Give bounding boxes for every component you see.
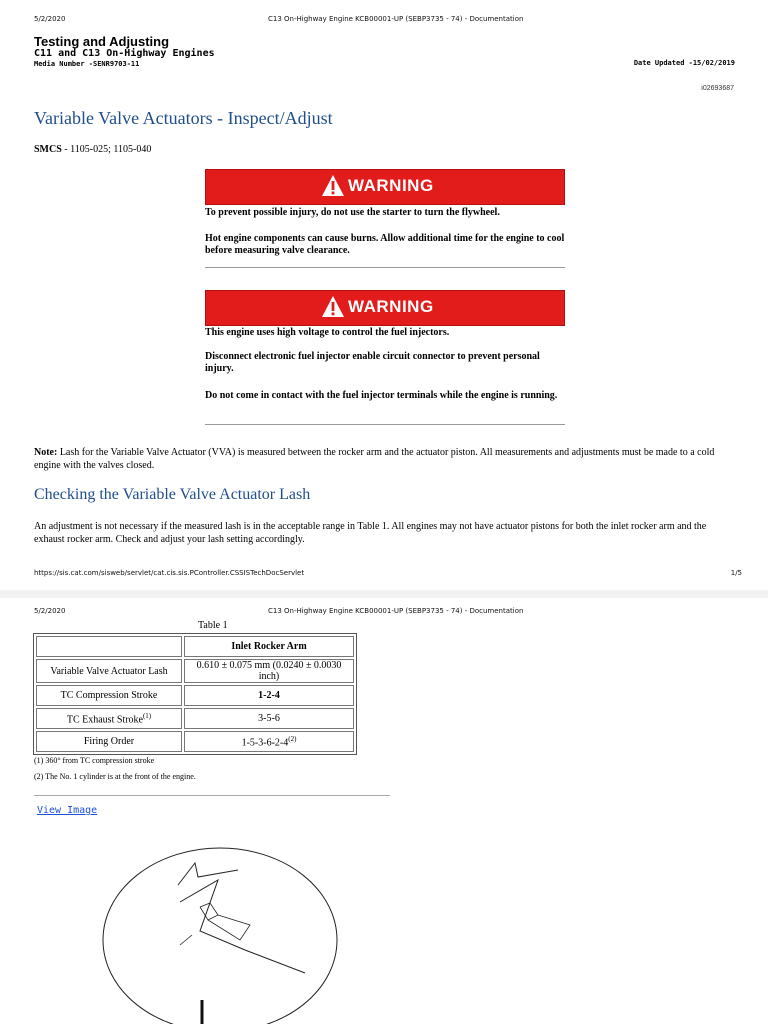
table-header-cell: Inlet Rocker Arm [184,636,354,657]
note-label: Note: [34,447,58,458]
footnote-ref: (2) [288,734,297,743]
footnote-mark: (1) [34,756,44,765]
footer-url: https://sis.cat.com/sisweb/servlet/cat.cis.sis.PController.CSSISTechDocServlet [34,569,305,577]
subsection-title: Checking the Variable Valve Actuator Lash [34,486,311,503]
page-break [0,590,768,598]
divider [205,267,565,268]
print-title: C13 On-Highway Engine KCB00001-UP (SEBP3735 - 74) - Documentation [268,607,524,615]
warning-banner-1 [205,169,565,205]
smcs-label: SMCS [34,144,62,155]
row-label: Firing Order [36,731,182,752]
divider [205,424,565,425]
warning-triangle-icon [321,295,345,318]
doc-id: i02693687 [701,85,734,92]
footnote-ref: (1) [142,711,152,720]
table-row [36,731,354,752]
smcs-value: - 1105-025; 1105-040 [61,144,152,155]
table-row [36,708,354,729]
warning2-text-2: Disconnect electronic fuel injector enable circuit connector to prevent personal injury. [205,351,540,374]
print-date: 5/2/2020 [34,15,66,23]
table-caption: Table 1 [198,620,228,631]
warning-banner-2 [205,290,565,326]
rocker-arm-illustration [100,845,340,1024]
row-label: Variable Valve Actuator Lash [36,659,182,683]
row-label: TC Exhaust Stroke [66,714,143,726]
warning-label-2: WARNING [348,297,434,316]
divider [34,795,390,796]
warning2-text-1: This engine uses high voltage to control the fuel injectors. [205,327,450,338]
warning-triangle-icon [321,174,345,197]
row-label-cell [36,708,182,729]
view-image-link[interactable]: View Image [37,805,98,816]
page-title: Variable Valve Actuators - Inspect/Adjust [34,108,333,128]
doc-type: Testing and Adjusting [34,34,170,49]
media-number: Media Number -SENR9703-11 [34,60,140,68]
doc-subtitle: C11 and C13 On-Highway Engines [34,48,215,59]
footnote-mark: (2) [34,772,44,781]
warning1-text-1: To prevent possible injury, do not use the starter to turn the flywheel. [205,207,500,218]
table-header-row [36,636,354,657]
note-paragraph [34,446,734,472]
row-value: 1-5-3-6-2-4 [241,737,289,749]
row-value: 1-2-4 [184,685,354,706]
note-text: Lash for the Variable Valve Actuator (VVA) is measured between the rocker arm and the actuator piston. All measurements and adjustments must be made to a cold engine with the valves closed. [34,447,715,471]
subsection-text: An adjustment is not necessary if the measured lash is in the acceptable range in Table 1. All engines may not have actuator pistons for both the inlet rocker arm and the exhaust rocker arm. Check and adjust your lash setting accordingly. [34,521,707,545]
warning2-text-3: Do not come in contact with the fuel injector terminals while the engine is running. [205,390,558,401]
table-row [36,685,354,706]
warning1-text-2: Hot engine components can cause burns. Allow additional time for the engine to cool before measuring valve clearance. [205,233,565,256]
footnote-2 [34,772,196,781]
row-value: 0.610 ± 0.075 mm (0.0240 ± 0.0030 inch) [184,659,354,683]
table-header-empty [36,636,182,657]
row-value-cell [184,731,354,752]
warning-label-1: WARNING [348,176,434,195]
footnote-1 [34,756,154,765]
row-label: TC Compression Stroke [36,685,182,706]
footnote-text: 360° from TC compression stroke [43,756,155,765]
date-updated: Date Updated -15/02/2019 [633,59,735,67]
smcs-line [34,143,151,156]
row-value: 3-5-6 [184,708,354,729]
footnote-text: The No. 1 cylinder is at the front of the engine. [43,772,196,781]
print-title: C13 On-Highway Engine KCB00001-UP (SEBP3735 - 74) - Documentation [268,15,524,23]
print-date: 5/2/2020 [34,607,66,615]
footer-page: 1/5 [730,569,742,577]
table-row [36,659,354,683]
spec-table [33,633,357,755]
